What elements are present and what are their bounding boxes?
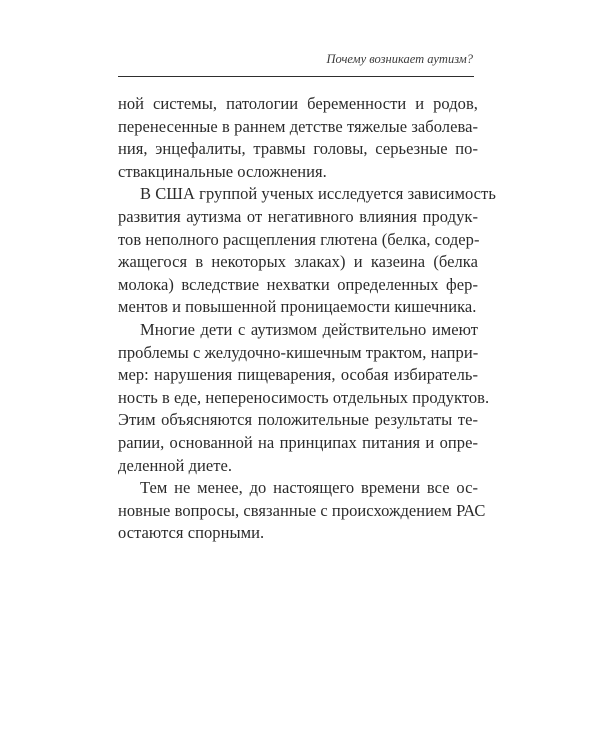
text-line: рапии, основанной на принципах питания и опре- — [118, 432, 478, 452]
text-line: остаются спорными. — [118, 523, 265, 543]
text-line: Этим объясняются положительные результаты те- — [118, 410, 478, 430]
paragraph — [118, 319, 490, 477]
running-head: Почему возникает аутизм? — [326, 52, 473, 66]
text-line: ментов и повышенной проницаемости кишечника. — [118, 297, 477, 317]
text-line: молока) вследствие нехватки определенных фер- — [118, 274, 478, 294]
text-line: перенесенные в раннем детстве тяжелые заболева- — [118, 116, 478, 136]
header-rule — [118, 76, 474, 77]
paragraph — [118, 93, 478, 183]
text-line: проблемы с желудочно-кишечным трактом, напри- — [118, 342, 479, 362]
paragraph — [118, 477, 486, 545]
body-text — [118, 93, 496, 545]
text-line: мер: нарушения пищеварения, особая избиратель- — [118, 365, 478, 385]
paragraph — [118, 183, 496, 319]
text-line: развития аутизма от негативного влияния продук- — [118, 206, 478, 226]
text-line: Многие дети с аутизмом действительно имеют — [140, 319, 478, 339]
text-line: ность в еде, непереносимость отдельных продуктов. — [118, 387, 490, 407]
text-line: деленной диете. — [118, 455, 233, 475]
text-line: ния, энцефалиты, травмы головы, серьезные по- — [118, 139, 478, 159]
text-line: ствакцинальные осложнения. — [118, 161, 327, 181]
text-line: новные вопросы, связанные с происхождением РАС — [118, 500, 486, 520]
text-line: тов неполного расщепления глютена (белка, содер- — [118, 229, 480, 249]
text-line: В США группой ученых исследуется зависимость — [140, 184, 496, 204]
text-line: Тем не менее, до настоящего времени все ос- — [140, 478, 478, 498]
text-line: ной системы, патологии беременности и родов, — [118, 94, 478, 113]
text-line: жащегося в некоторых злаках) и казеина (белка — [118, 252, 478, 272]
